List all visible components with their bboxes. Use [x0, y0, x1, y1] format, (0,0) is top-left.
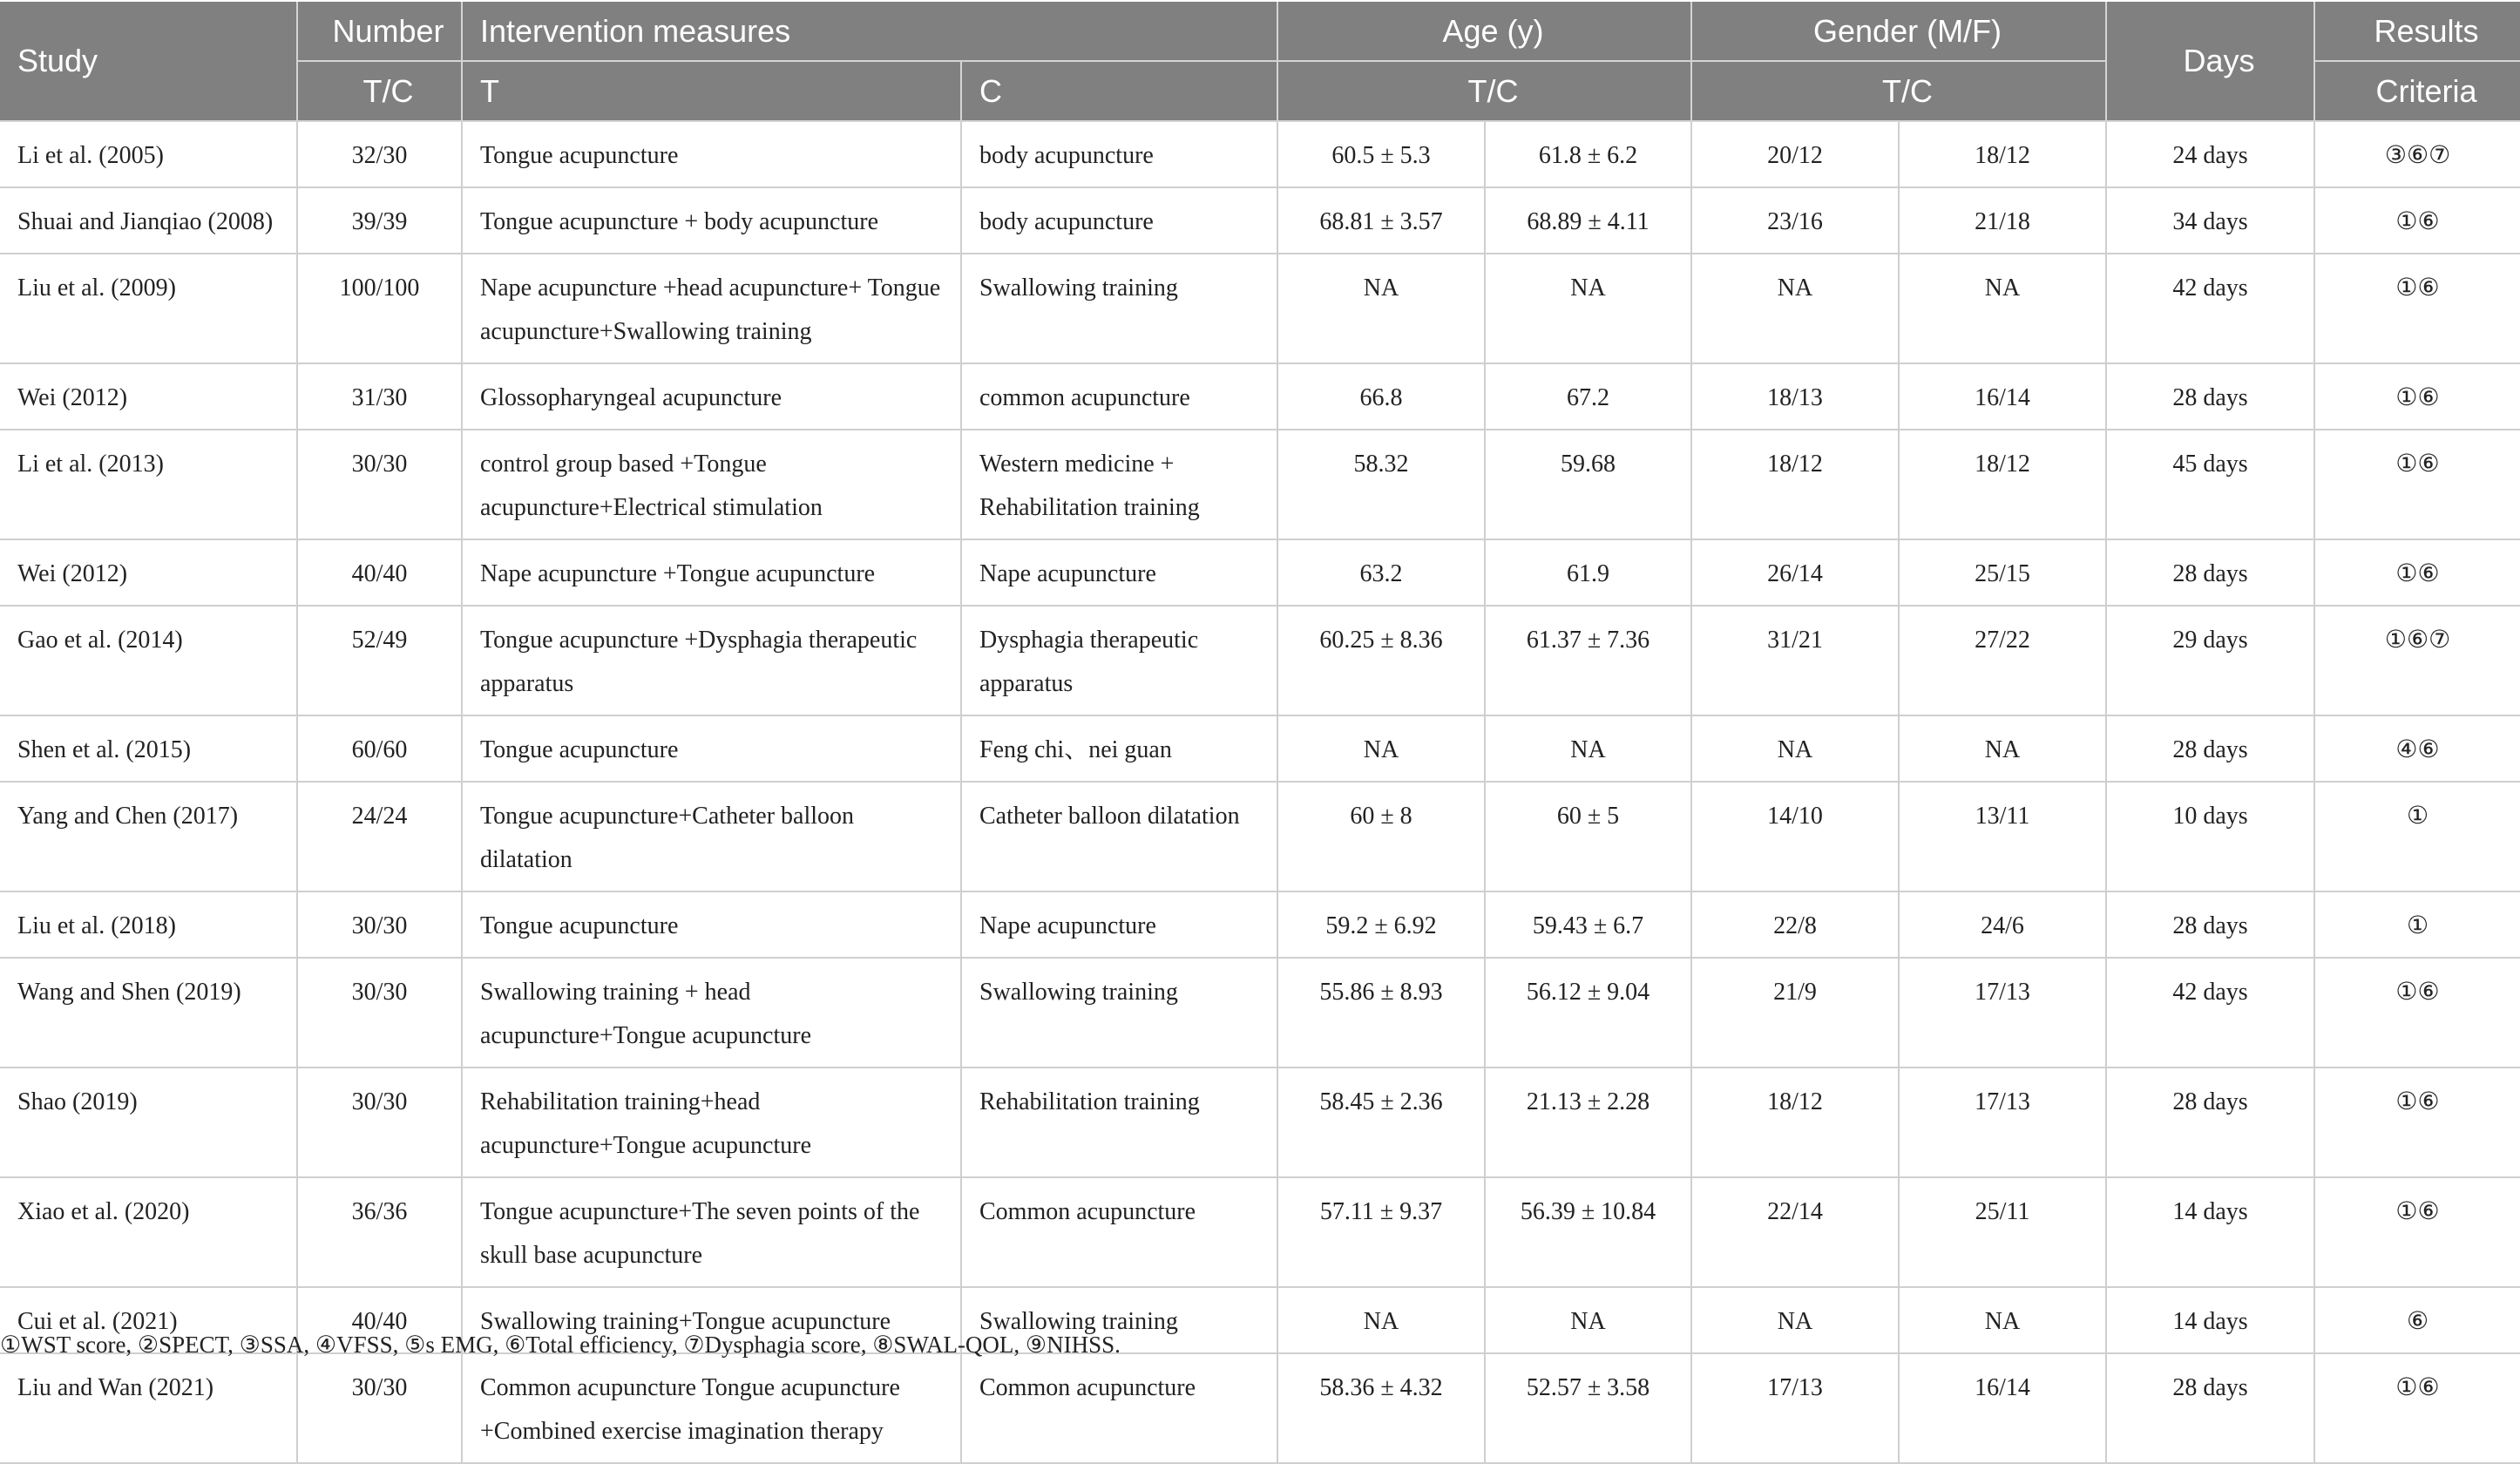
cell-study[interactable]: Liu et al. (2009) — [0, 254, 297, 363]
header-results: Results — [2314, 2, 2520, 61]
cell-gender-c: 16/14 — [1899, 363, 2106, 430]
cell-age-c: 59.68 — [1485, 430, 1691, 539]
footnote: ①WST score, ②SPECT, ③SSA, ④VFSS, ⑤s EMG, ⑥Total efficiency, ⑦Dysphagia score, ⑧SWAL-QOL, ⑨NIHSS. — [0, 1332, 1121, 1358]
cell-gender-t: 14/10 — [1691, 782, 1899, 891]
table-row — [0, 606, 2520, 715]
cell-days: 28 days — [2106, 363, 2314, 430]
table-body — [0, 121, 2520, 1463]
cell-gender-t: 23/16 — [1691, 187, 1899, 254]
header-gender-sub: T/C — [1691, 61, 2106, 121]
cell-criteria: ①⑥ — [2314, 1177, 2520, 1287]
cell-gender-c: NA — [1899, 1287, 2106, 1353]
cell-age-c: 56.39 ± 10.84 — [1485, 1177, 1691, 1287]
cell-age-t: 68.81 ± 3.57 — [1277, 187, 1485, 254]
cell-age-t: NA — [1277, 254, 1485, 363]
cell-intervention-c: Swallowing training — [961, 254, 1277, 363]
table-row — [0, 715, 2520, 782]
cell-age-c: 60 ± 5 — [1485, 782, 1691, 891]
cell-number: 30/30 — [297, 891, 462, 958]
cell-number: 52/49 — [297, 606, 462, 715]
cell-days: 28 days — [2106, 1068, 2314, 1177]
header-number-sub: T/C — [297, 61, 462, 121]
cell-age-c: 68.89 ± 4.11 — [1485, 187, 1691, 254]
header-intervention-t: T — [462, 61, 961, 121]
cell-study[interactable]: Shao (2019) — [0, 1068, 297, 1177]
cell-number: 100/100 — [297, 254, 462, 363]
cell-days: 28 days — [2106, 891, 2314, 958]
cell-age-c: 61.37 ± 7.36 — [1485, 606, 1691, 715]
cell-criteria: ①⑥ — [2314, 430, 2520, 539]
cell-intervention-t: Nape acupuncture +head acupuncture+ Tongue acupuncture+Swallowing training — [462, 254, 961, 363]
cell-age-c: 67.2 — [1485, 363, 1691, 430]
cell-intervention-c: Common acupuncture — [961, 1177, 1277, 1287]
cell-age-c: NA — [1485, 715, 1691, 782]
cell-gender-c: 18/12 — [1899, 430, 2106, 539]
cell-intervention-t: Swallowing training+Tongue acupuncture — [462, 1287, 961, 1353]
cell-age-t: 58.45 ± 2.36 — [1277, 1068, 1485, 1177]
header-days: Days — [2106, 2, 2314, 121]
cell-age-t: 58.32 — [1277, 430, 1485, 539]
cell-age-c: 61.8 ± 6.2 — [1485, 121, 1691, 187]
cell-number: 40/40 — [297, 539, 462, 606]
cell-intervention-c: Swallowing training — [961, 958, 1277, 1068]
cell-age-c: 61.9 — [1485, 539, 1691, 606]
cell-study[interactable]: Shen et al. (2015) — [0, 715, 297, 782]
cell-number: 30/30 — [297, 430, 462, 539]
cell-intervention-t: Tongue acupuncture — [462, 715, 961, 782]
cell-study[interactable]: Cui et al. (2021) — [0, 1287, 297, 1353]
cell-days: 34 days — [2106, 187, 2314, 254]
cell-gender-c: 21/18 — [1899, 187, 2106, 254]
header-results-sub: Criteria — [2314, 61, 2520, 121]
cell-intervention-c: Catheter balloon dilatation — [961, 782, 1277, 891]
cell-intervention-t: Tongue acupuncture +Dysphagia therapeutic apparatus — [462, 606, 961, 715]
header-intervention-c: C — [961, 61, 1277, 121]
cell-intervention-c: Nape acupuncture — [961, 891, 1277, 958]
cell-gender-c: NA — [1899, 254, 2106, 363]
cell-days: 24 days — [2106, 121, 2314, 187]
table-row — [0, 254, 2520, 363]
header-age: Age (y) — [1277, 2, 1691, 61]
table-row — [0, 782, 2520, 891]
cell-number: 30/30 — [297, 1068, 462, 1177]
cell-days: 28 days — [2106, 715, 2314, 782]
cell-age-t: 55.86 ± 8.93 — [1277, 958, 1485, 1068]
cell-study[interactable]: Yang and Chen (2017) — [0, 782, 297, 891]
cell-intervention-c: Rehabilitation training — [961, 1068, 1277, 1177]
header-gender: Gender (M/F) — [1691, 2, 2106, 61]
cell-intervention-c: Western medicine + Rehabilitation training — [961, 430, 1277, 539]
cell-age-c: NA — [1485, 254, 1691, 363]
cell-number: 32/30 — [297, 121, 462, 187]
cell-number: 30/30 — [297, 958, 462, 1068]
cell-age-t: 59.2 ± 6.92 — [1277, 891, 1485, 958]
cell-criteria: ①⑥ — [2314, 1353, 2520, 1463]
cell-days: 29 days — [2106, 606, 2314, 715]
cell-gender-c: 25/15 — [1899, 539, 2106, 606]
cell-criteria: ①⑥ — [2314, 539, 2520, 606]
cell-gender-t: NA — [1691, 715, 1899, 782]
table-row — [0, 1353, 2520, 1463]
cell-gender-t: 26/14 — [1691, 539, 1899, 606]
cell-study[interactable]: Wang and Shen (2019) — [0, 958, 297, 1068]
cell-intervention-t: Nape acupuncture +Tongue acupuncture — [462, 539, 961, 606]
cell-criteria: ①⑥ — [2314, 1068, 2520, 1177]
cell-intervention-t: Swallowing training + head acupuncture+Tongue acupuncture — [462, 958, 961, 1068]
table-row — [0, 363, 2520, 430]
cell-criteria: ③⑥⑦ — [2314, 121, 2520, 187]
cell-age-t: 60 ± 8 — [1277, 782, 1485, 891]
table-row — [0, 1177, 2520, 1287]
table-header — [0, 2, 2520, 121]
cell-gender-c: 17/13 — [1899, 1068, 2106, 1177]
table-row — [0, 187, 2520, 254]
cell-number: 30/30 — [297, 1353, 462, 1463]
cell-study[interactable]: Wei (2012) — [0, 539, 297, 606]
cell-intervention-c: Feng chi、nei guan — [961, 715, 1277, 782]
cell-gender-c: 17/13 — [1899, 958, 2106, 1068]
cell-days: 42 days — [2106, 958, 2314, 1068]
cell-gender-t: NA — [1691, 1287, 1899, 1353]
cell-age-c: 59.43 ± 6.7 — [1485, 891, 1691, 958]
cell-gender-c: 24/6 — [1899, 891, 2106, 958]
header-study: Study — [0, 2, 297, 121]
cell-age-t: 58.36 ± 4.32 — [1277, 1353, 1485, 1463]
cell-age-t: 60.25 ± 8.36 — [1277, 606, 1485, 715]
cell-number: 60/60 — [297, 715, 462, 782]
table-row — [0, 891, 2520, 958]
cell-days: 28 days — [2106, 539, 2314, 606]
cell-study[interactable]: Li et al. (2005) — [0, 121, 297, 187]
table-row — [0, 539, 2520, 606]
cell-intervention-t: Tongue acupuncture + body acupuncture — [462, 187, 961, 254]
header-row-1 — [0, 2, 2520, 61]
cell-days: 14 days — [2106, 1177, 2314, 1287]
table-row — [0, 430, 2520, 539]
cell-intervention-t: Tongue acupuncture+Catheter balloon dilatation — [462, 782, 961, 891]
cell-criteria: ①⑥ — [2314, 187, 2520, 254]
cell-gender-t: 17/13 — [1691, 1353, 1899, 1463]
cell-gender-t: 22/8 — [1691, 891, 1899, 958]
cell-gender-c: 27/22 — [1899, 606, 2106, 715]
header-age-sub: T/C — [1277, 61, 1691, 121]
cell-gender-t: 18/13 — [1691, 363, 1899, 430]
cell-study[interactable]: Wei (2012) — [0, 363, 297, 430]
cell-intervention-c: Dysphagia therapeutic apparatus — [961, 606, 1277, 715]
cell-criteria: ④⑥ — [2314, 715, 2520, 782]
cell-days: 14 days — [2106, 1287, 2314, 1353]
table-row — [0, 1068, 2520, 1177]
cell-intervention-t: Tongue acupuncture — [462, 891, 961, 958]
cell-study[interactable]: Liu et al. (2018) — [0, 891, 297, 958]
cell-study[interactable]: Xiao et al. (2020) — [0, 1177, 297, 1287]
cell-number: 39/39 — [297, 187, 462, 254]
cell-gender-c: 16/14 — [1899, 1353, 2106, 1463]
cell-intervention-t: Glossopharyngeal acupuncture — [462, 363, 961, 430]
cell-age-c: NA — [1485, 1287, 1691, 1353]
cell-gender-t: 31/21 — [1691, 606, 1899, 715]
cell-gender-c: NA — [1899, 715, 2106, 782]
cell-age-t: 60.5 ± 5.3 — [1277, 121, 1485, 187]
cell-age-t: 66.8 — [1277, 363, 1485, 430]
header-intervention: Intervention measures — [462, 2, 1277, 61]
cell-age-c: 56.12 ± 9.04 — [1485, 958, 1691, 1068]
cell-intervention-t: Tongue acupuncture+The seven points of the skull base acupuncture — [462, 1177, 961, 1287]
cell-intervention-c: Nape acupuncture — [961, 539, 1277, 606]
header-number: Number — [297, 2, 462, 61]
cell-criteria: ① — [2314, 891, 2520, 958]
cell-number: 36/36 — [297, 1177, 462, 1287]
cell-gender-c: 25/11 — [1899, 1177, 2106, 1287]
cell-criteria: ①⑥ — [2314, 958, 2520, 1068]
cell-intervention-c: Swallowing training — [961, 1287, 1277, 1353]
cell-study[interactable]: Liu and Wan (2021) — [0, 1353, 297, 1463]
cell-intervention-c: common acupuncture — [961, 363, 1277, 430]
cell-age-t: NA — [1277, 715, 1485, 782]
cell-days: 28 days — [2106, 1353, 2314, 1463]
cell-intervention-c: body acupuncture — [961, 121, 1277, 187]
cell-age-c: 21.13 ± 2.28 — [1485, 1068, 1691, 1177]
cell-age-t: NA — [1277, 1287, 1485, 1353]
table-row — [0, 121, 2520, 187]
cell-criteria: ①⑥ — [2314, 363, 2520, 430]
cell-study[interactable]: Shuai and Jianqiao (2008) — [0, 187, 297, 254]
cell-number: 40/40 — [297, 1287, 462, 1353]
cell-gender-c: 13/11 — [1899, 782, 2106, 891]
cell-intervention-t: Tongue acupuncture — [462, 121, 961, 187]
cell-intervention-t: control group based +Tongue acupuncture+Electrical stimulation — [462, 430, 961, 539]
cell-days: 42 days — [2106, 254, 2314, 363]
cell-intervention-t: Rehabilitation training+head acupuncture+Tongue acupuncture — [462, 1068, 961, 1177]
cell-gender-t: NA — [1691, 254, 1899, 363]
study-table — [0, 2, 2520, 1464]
cell-gender-t: 18/12 — [1691, 1068, 1899, 1177]
cell-gender-t: 22/14 — [1691, 1177, 1899, 1287]
cell-intervention-t: Common acupuncture Tongue acupuncture +Combined exercise imagination therapy — [462, 1353, 961, 1463]
cell-intervention-c: Common acupuncture — [961, 1353, 1277, 1463]
cell-criteria: ①⑥⑦ — [2314, 606, 2520, 715]
cell-age-t: 63.2 — [1277, 539, 1485, 606]
cell-age-c: 52.57 ± 3.58 — [1485, 1353, 1691, 1463]
cell-study[interactable]: Li et al. (2013) — [0, 430, 297, 539]
cell-gender-t: 21/9 — [1691, 958, 1899, 1068]
cell-number: 24/24 — [297, 782, 462, 891]
cell-criteria: ① — [2314, 782, 2520, 891]
cell-gender-t: 20/12 — [1691, 121, 1899, 187]
cell-days: 45 days — [2106, 430, 2314, 539]
cell-gender-t: 18/12 — [1691, 430, 1899, 539]
cell-criteria: ①⑥ — [2314, 254, 2520, 363]
cell-criteria: ⑥ — [2314, 1287, 2520, 1353]
cell-age-t: 57.11 ± 9.37 — [1277, 1177, 1485, 1287]
cell-number: 31/30 — [297, 363, 462, 430]
cell-intervention-c: body acupuncture — [961, 187, 1277, 254]
cell-gender-c: 18/12 — [1899, 121, 2106, 187]
table-row — [0, 958, 2520, 1068]
cell-study[interactable]: Gao et al. (2014) — [0, 606, 297, 715]
cell-days: 10 days — [2106, 782, 2314, 891]
